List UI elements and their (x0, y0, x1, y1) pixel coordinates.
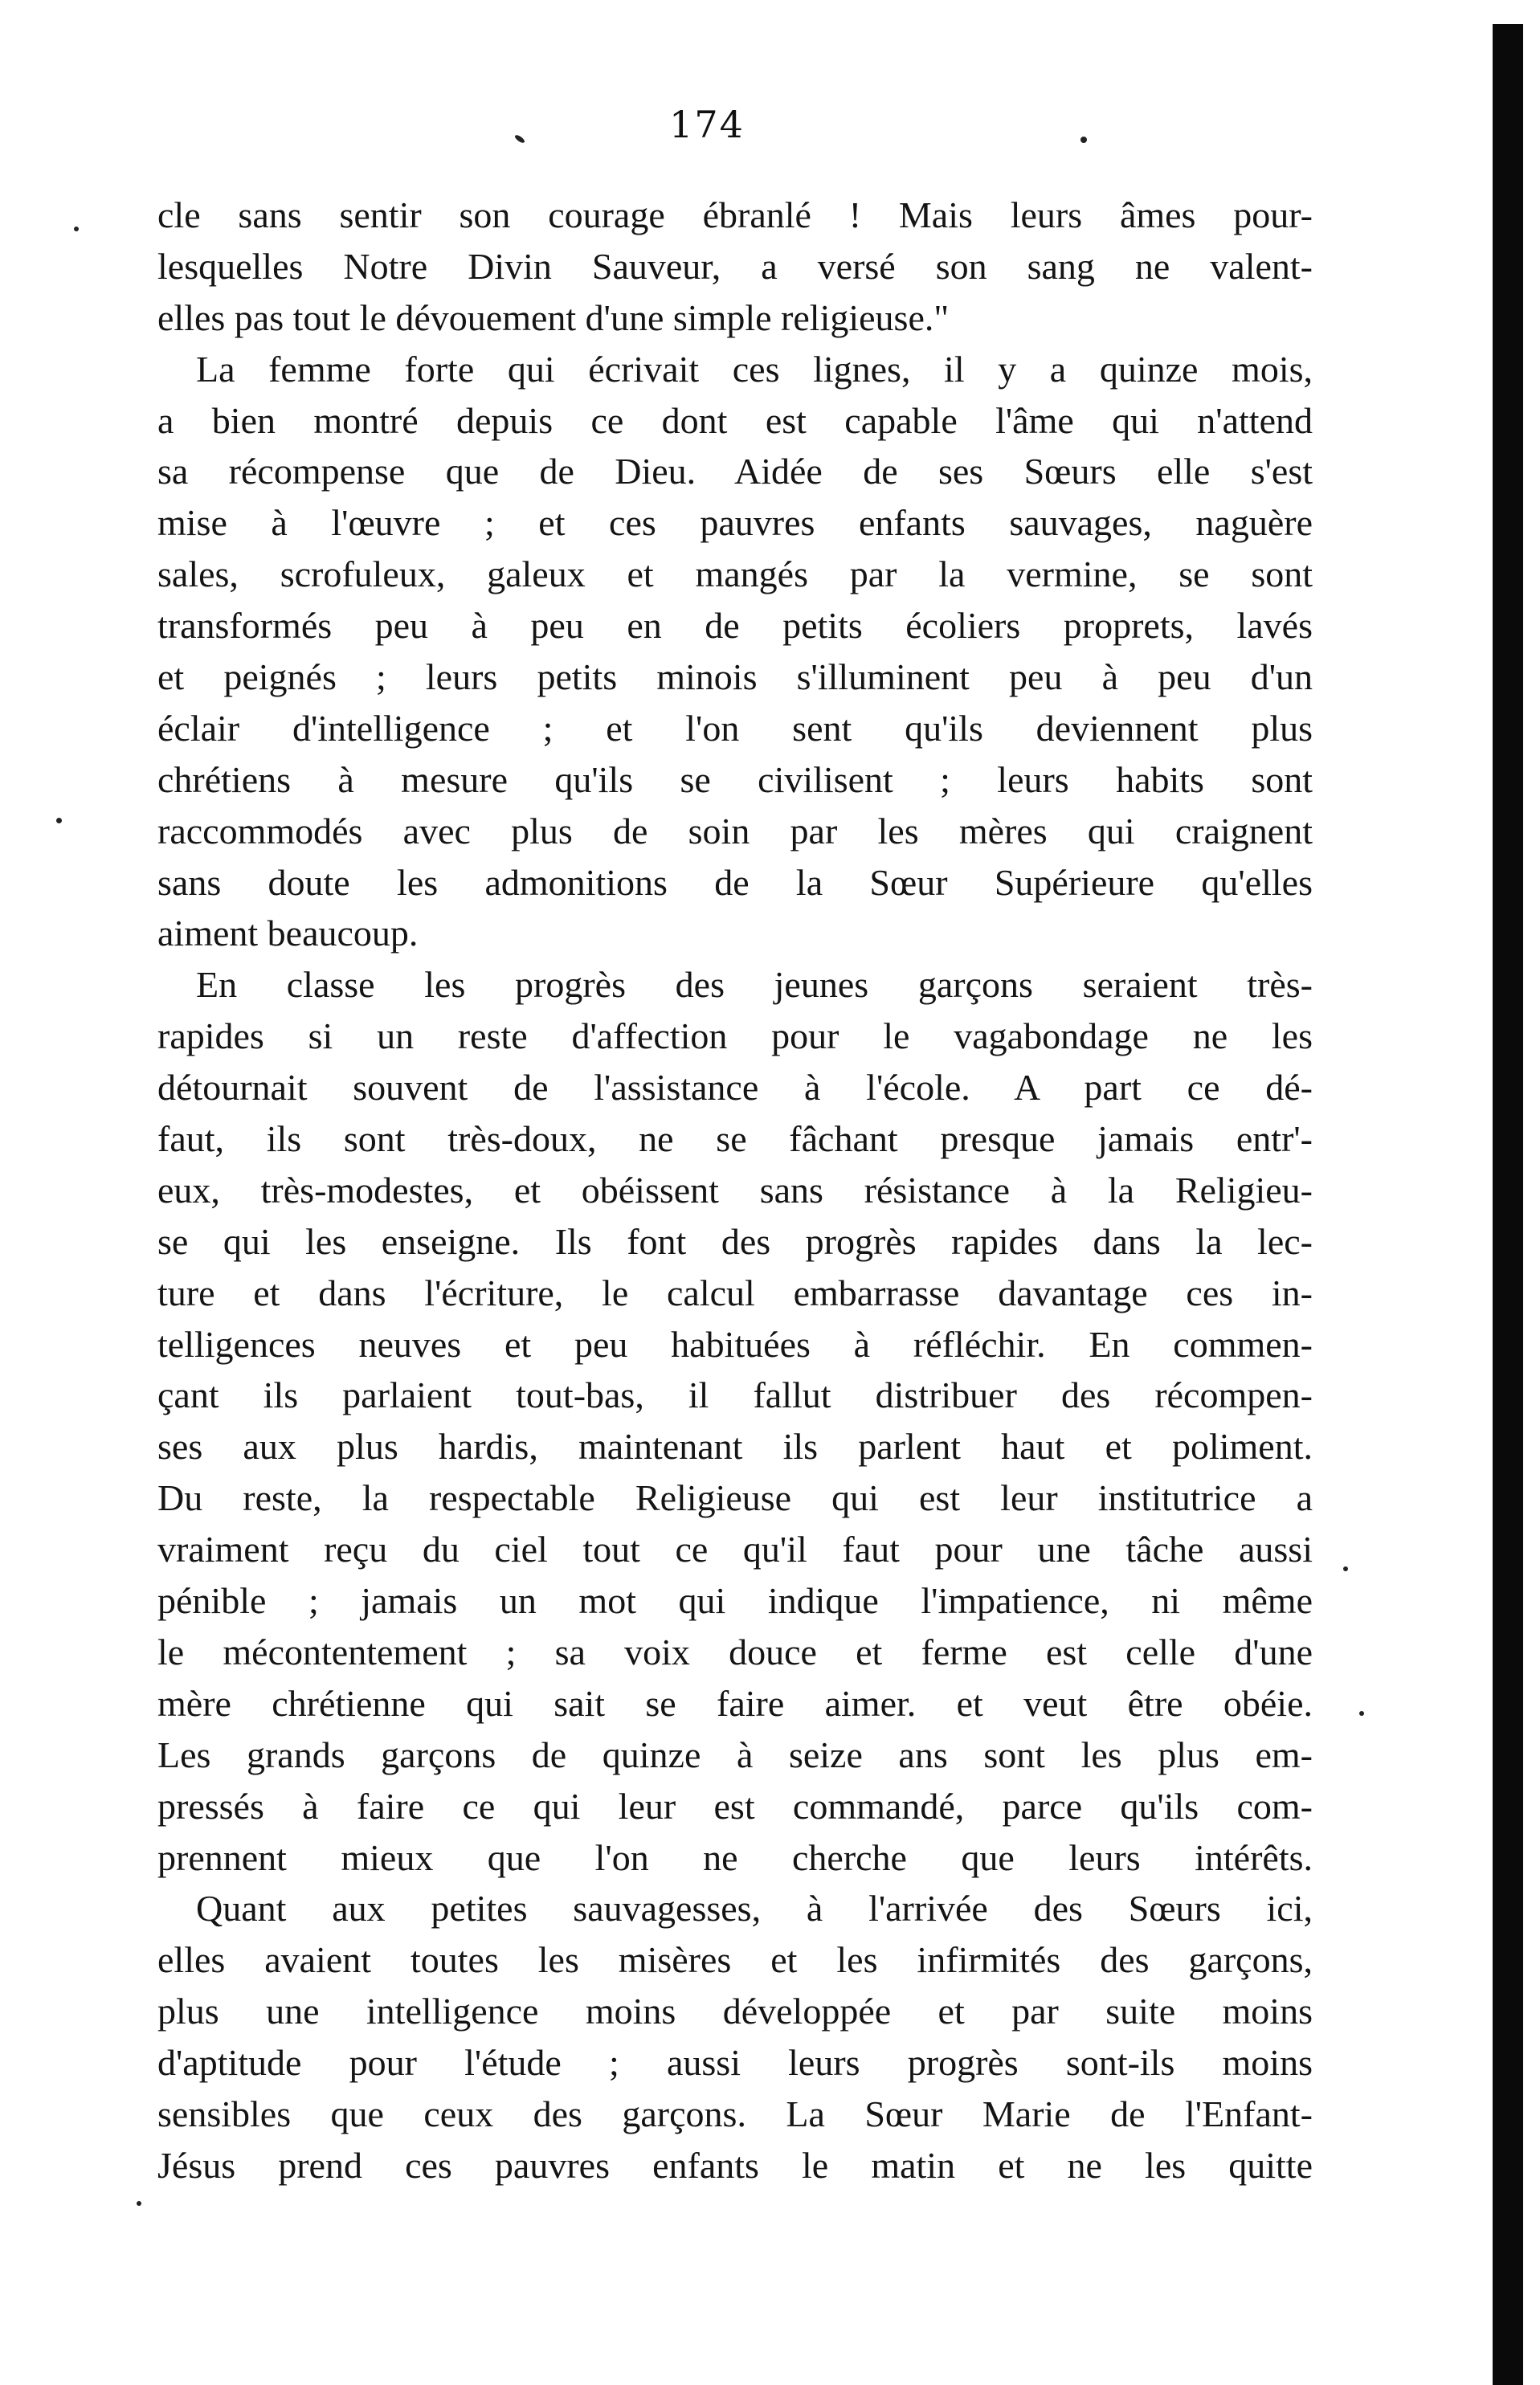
text-line: et peignés ; leurs petits minois s'illuminent peu à peu d'un (157, 656, 1313, 698)
page-text (157, 190, 1313, 2191)
text-line: cle sans sentir son courage ébranlé ! Mais leurs âmes pour- (157, 194, 1313, 235)
text-line: faut, ils sont très-doux, ne se fâchant presque jamais entr'- (157, 1118, 1313, 1160)
text-line: Du reste, la respectable Religieuse qui est leur institutrice a (157, 1477, 1313, 1519)
text-line: aiment beaucoup. (157, 913, 419, 954)
text-line: transformés peu à peu en de petits écoliers proprets, lavés (157, 605, 1313, 647)
text-line: Jésus prend ces pauvres enfants le matin et ne les quitte (157, 2144, 1313, 2186)
print-speck (74, 227, 79, 231)
binding-edge (1493, 24, 1523, 2385)
text-line: sales, scrofuleux, galeux et mangés par la vermine, se sont (157, 553, 1313, 595)
text-line: ses aux plus hardis, maintenant ils parlent haut et poliment. (157, 1426, 1313, 1468)
print-speck (137, 2201, 141, 2206)
text-line: sans doute les admonitions de la Sœur Supérieure qu'elles (157, 861, 1313, 903)
text-line: En classe les progrès des jeunes garçons seraient très- (196, 964, 1313, 1006)
text-line: telligences neuves et peu habituées à réfléchir. En commen- (157, 1323, 1313, 1365)
text-line: d'aptitude pour l'étude ; aussi leurs progrès sont-ils moins (157, 2042, 1313, 2084)
text-line: mise à l'œuvre ; et ces pauvres enfants sauvages, naguère (157, 502, 1313, 544)
text-line: détournait souvent de l'assistance à l'école. A part ce dé- (157, 1067, 1313, 1109)
print-speck (56, 818, 62, 823)
text-line: le mécontentement ; sa voix douce et ferme est celle d'une (157, 1631, 1313, 1672)
text-line: pénible ; jamais un mot qui indique l'impatience, ni même (157, 1580, 1313, 1622)
text-line: éclair d'intelligence ; et l'on sent qu'ils deviennent plus (157, 707, 1313, 749)
text-line: Les grands garçons de quinze à seize ans sont les plus em- (157, 1734, 1313, 1775)
text-line: ture et dans l'écriture, le calcul embarrasse davantage ces in- (157, 1272, 1313, 1313)
text-line: chrétiens à mesure qu'ils se civilisent ; leurs habits sont (157, 758, 1313, 800)
text-line: vraiment reçu du ciel tout ce qu'il faut pour une tâche aussi (157, 1529, 1313, 1570)
text-line: sa récompense que de Dieu. Aidée de ses Sœurs elle s'est (157, 451, 1313, 492)
print-speck (1359, 1711, 1364, 1716)
text-line: elles avaient toutes les misères et les infirmités des garçons, (157, 1939, 1313, 1981)
text-line: mère chrétienne qui sait se faire aimer. et veut être obéie. (157, 1682, 1313, 1724)
text-line: prennent mieux que l'on ne cherche que leurs intérêts. (157, 1836, 1313, 1878)
text-line: raccommodés avec plus de soin par les mères qui craignent (157, 810, 1313, 851)
text-line: se qui les enseigne. Ils font des progrès rapides dans la lec- (157, 1220, 1313, 1262)
text-line: a bien montré depuis ce dont est capable l'âme qui n'attend (157, 399, 1313, 441)
text-line: plus une intelligence moins développée et par suite moins (157, 1991, 1313, 2032)
print-speck (1080, 137, 1087, 143)
print-speck (1343, 1566, 1348, 1571)
text-line: elles pas tout le dévouement d'une simple religieuse." (157, 296, 950, 338)
text-line: lesquelles Notre Divin Sauveur, a versé son sang ne valent- (157, 245, 1313, 287)
text-line: La femme forte qui écrivait ces lignes, il y a quinze mois, (196, 348, 1313, 390)
text-line: Quant aux petites sauvagesses, à l'arrivée des Sœurs ici, (196, 1888, 1313, 1930)
text-line: sensibles que ceux des garçons. La Sœur Marie de l'Enfant- (157, 2093, 1313, 2134)
text-line: çant ils parlaient tout-bas, il fallut distribuer des récompen- (157, 1374, 1313, 1416)
text-line: eux, très-modestes, et obéissent sans résistance à la Religieu- (157, 1169, 1313, 1211)
text-line: rapides si un reste d'affection pour le vagabondage ne les (157, 1015, 1313, 1057)
page-number: 174 (669, 103, 745, 146)
text-line: pressés à faire ce qui leur est commandé, parce qu'ils com- (157, 1785, 1313, 1827)
